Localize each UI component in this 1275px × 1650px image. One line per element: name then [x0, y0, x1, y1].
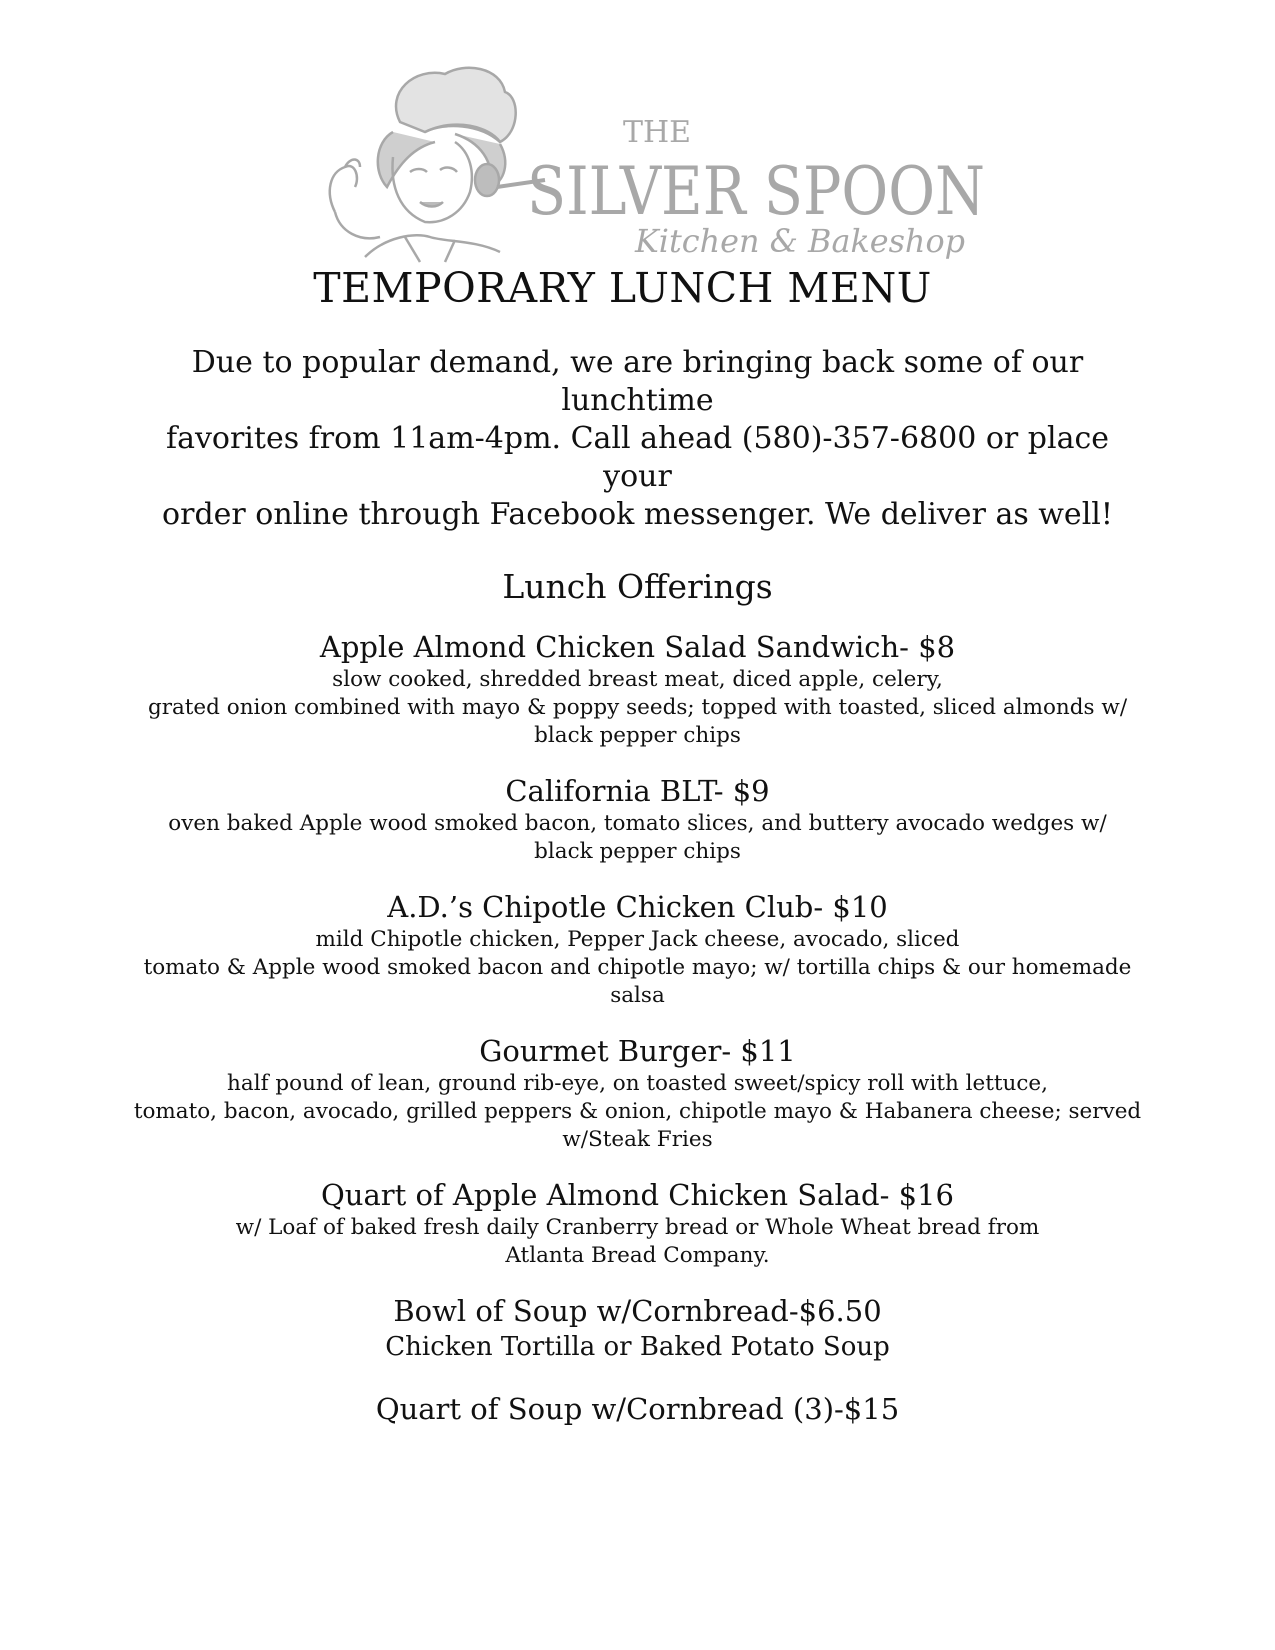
- menu-item-name: Apple Almond Chicken Salad Sandwich- $8: [319, 630, 956, 664]
- menu-item-description-line: Chicken Tortilla or Baked Potato Soup: [385, 1332, 890, 1362]
- logo-the-text: THE: [623, 115, 692, 150]
- menu-item-description: [0, 666, 1275, 750]
- menu-item-description-line: oven baked Apple wood smoked bacon, tomato slices, and buttery avocado wedges w/: [168, 811, 1107, 836]
- menu-item-name: Bowl of Soup w/Cornbread-$6.50: [393, 1294, 882, 1328]
- menu-item-description-line: salsa: [610, 983, 665, 1008]
- section-heading: Lunch Offerings: [502, 567, 773, 606]
- menu-item-description-line: black pepper chips: [534, 723, 741, 748]
- menu-item-description-line: tomato & Apple wood smoked bacon and chipotle mayo; w/ tortilla chips & our homemade: [143, 955, 1132, 980]
- menu-item-description: [0, 810, 1275, 866]
- page-title: TEMPORARY LUNCH MENU: [313, 264, 932, 312]
- menu-item-description: [0, 1214, 1275, 1270]
- menu-item: [0, 772, 1275, 866]
- menu-item-description: [0, 926, 1275, 1010]
- menu-item-description-line: w/ Loaf of baked fresh daily Cranberry bread or Whole Wheat bread from: [235, 1215, 1040, 1240]
- menu-item-name: A.D.’s Chipotle Chicken Club- $10: [387, 890, 888, 924]
- intro-line: favorites from 11am-4pm. Call ahead (580)-357-6800 or place your: [165, 421, 1110, 494]
- intro-line: order online through Facebook messenger. We deliver as well!: [162, 497, 1113, 532]
- menu-item-description-line: tomato, bacon, avocado, grilled peppers & onion, chipotle mayo & Habanera cheese; served: [133, 1099, 1142, 1124]
- menu-item-name: California BLT- $9: [505, 774, 770, 808]
- menu-item-description: [0, 1070, 1275, 1154]
- menu-item-description-line: Atlanta Bread Company.: [505, 1243, 770, 1268]
- chef-woman-illustration: [330, 68, 545, 262]
- silver-spoon-logo: [305, 62, 1005, 272]
- menu-item-name: Quart of Apple Almond Chicken Salad- $16: [321, 1178, 954, 1212]
- menu-item: [0, 628, 1275, 750]
- menu-item-description-line: grated onion combined with mayo & poppy seeds; topped with toasted, sliced almonds w/: [147, 695, 1128, 720]
- menu-item: [0, 1292, 1275, 1364]
- menu-item-description-line: slow cooked, shredded breast meat, diced apple, celery,: [332, 667, 943, 692]
- menu-item-name: Gourmet Burger- $11: [479, 1034, 796, 1068]
- menu-item: [0, 888, 1275, 1010]
- menu-item-description: [0, 1330, 1275, 1364]
- menu-item-description-line: mild Chipotle chicken, Pepper Jack cheese, avocado, sliced: [315, 927, 960, 952]
- intro-paragraph: [138, 344, 1138, 534]
- menu-item-name: Quart of Soup w/Cornbread (3)-$15: [375, 1392, 900, 1426]
- menu-item: [0, 1176, 1275, 1270]
- menu-item-description-line: w/Steak Fries: [562, 1127, 713, 1152]
- menu-page: [0, 262, 1275, 1428]
- menu-item: [0, 1032, 1275, 1154]
- menu-item-description-line: black pepper chips: [534, 839, 741, 864]
- logo: [305, 62, 1005, 272]
- logo-tagline-text: Kitchen & Bakeshop: [634, 222, 965, 260]
- logo-name-text: SILVER SPOON: [527, 153, 985, 230]
- menu-item-description-line: half pound of lean, ground rib-eye, on toasted sweet/spicy roll with lettuce,: [227, 1071, 1048, 1096]
- intro-line: Due to popular demand, we are bringing back some of our lunchtime: [191, 345, 1084, 418]
- menu-item: [0, 1390, 1275, 1428]
